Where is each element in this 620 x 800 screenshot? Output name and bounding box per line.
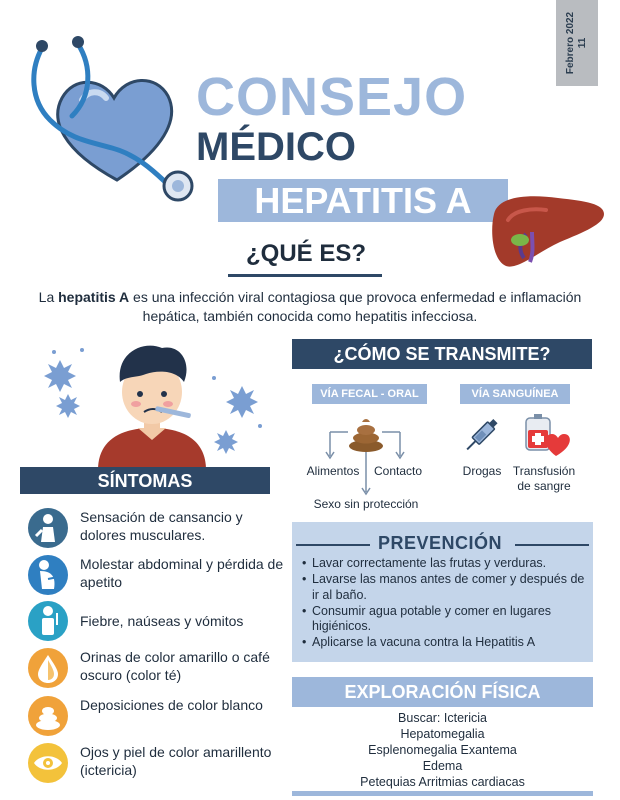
- prevencion-item: • Lavarse las manos antes de comer y después de ir al baño.: [302, 572, 588, 603]
- symptom-text: Fiebre, naúseas y vómitos: [80, 613, 244, 629]
- intro-prefix: La: [38, 289, 59, 305]
- date-text: [565, 12, 589, 74]
- symptom-item: [28, 508, 288, 552]
- fecal-oral-label: VÍA FECAL - ORAL: [312, 384, 427, 404]
- fecal-oral-sexo: Sexo sin protección: [313, 497, 419, 511]
- symptom-item: [28, 696, 288, 740]
- intro-rest: es una infección viral contagiosa que provoca enfermedad e inflamación hepática, también conocida como hepatitis infecciosa.: [129, 289, 582, 324]
- exploracion-item: Petequias Arritmias cardiacas: [360, 775, 525, 789]
- symptom-item: [28, 601, 288, 645]
- tired-person-icon: [28, 508, 68, 548]
- title-consejo: CONSEJO: [196, 67, 468, 127]
- symptom-item: [28, 743, 288, 787]
- symptom-text: Sensación de cansancio y dolores musculares.: [80, 509, 243, 543]
- exploracion-item: Edema: [422, 759, 463, 773]
- blood-bag-icon: [522, 412, 574, 458]
- que-es-underline: [228, 274, 382, 277]
- prevencion-divider-left: [296, 544, 370, 546]
- sanguinea-label: VÍA SANGUÍNEA: [460, 384, 570, 404]
- transmision-heading: ¿CÓMO SE TRANSMITE?: [292, 339, 592, 369]
- sick-person-icon: [36, 330, 276, 470]
- symptom-text: Molestar abdominal y pérdida de apetito: [80, 556, 284, 590]
- date-month-year: Febrero 2022: [565, 11, 576, 75]
- intro-bold: hepatitis A: [58, 289, 130, 305]
- symptom-item: [28, 648, 288, 692]
- prevencion-item: • Lavar correctamente las frutas y verduras.: [302, 556, 588, 572]
- sanguinea-transfusion: Transfusión de sangre: [512, 464, 576, 493]
- prevencion-item: • Consumir agua potable y comer en lugares higiénicos.: [302, 604, 588, 635]
- sanguinea-drogas: Drogas: [462, 464, 502, 478]
- fecal-oral-alimentos: Alimentos: [306, 464, 360, 478]
- symptom-text: Orinas de color amarillo o café oscuro (color té): [80, 649, 270, 683]
- exploracion-item: Esplenomegalia Exantema: [368, 743, 517, 757]
- title-hepatitis: HEPATITIS A: [254, 180, 472, 221]
- date-number: 11: [577, 37, 588, 49]
- que-es-heading: ¿QUÉ ES?: [246, 240, 367, 267]
- heart-stethoscope-icon: [22, 30, 202, 210]
- prevencion-list: [302, 556, 588, 651]
- title-hepatitis-box: [218, 179, 508, 222]
- symptom-text: Ojos y piel de color amarillento (ictericia): [80, 744, 272, 778]
- abdominal-pain-icon: [28, 555, 68, 595]
- symptom-text: Deposiciones de color blanco: [80, 697, 263, 713]
- exploracion-item: Buscar: Ictericia: [398, 711, 487, 725]
- syringe-icon: [460, 414, 504, 458]
- stool-icon: [28, 696, 68, 736]
- exploracion-list: [292, 710, 593, 790]
- fecal-oral-diagram: [300, 408, 430, 500]
- fecal-oral-contacto: Contacto: [373, 464, 423, 478]
- exploracion-heading: EXPLORACIÓN FÍSICA: [292, 677, 593, 707]
- fever-person-icon: [28, 601, 68, 641]
- urine-drop-icon: [28, 648, 68, 688]
- eye-icon: [28, 743, 68, 783]
- sintomas-heading: SÍNTOMAS: [20, 467, 270, 494]
- prevencion-heading: PREVENCIÓN: [378, 533, 503, 553]
- prevencion-item: • Aplicarse la vacuna contra la Hepatitis A: [302, 635, 588, 651]
- exploracion-bottom-bar: [292, 791, 593, 796]
- liver-icon: [488, 190, 608, 272]
- exploracion-item: Hepatomegalia: [400, 727, 485, 741]
- date-tab: [556, 0, 598, 86]
- symptom-item: [28, 555, 288, 599]
- intro-text: [30, 288, 590, 326]
- prevencion-divider-right: [515, 544, 589, 546]
- title-medico: MÉDICO: [196, 125, 356, 169]
